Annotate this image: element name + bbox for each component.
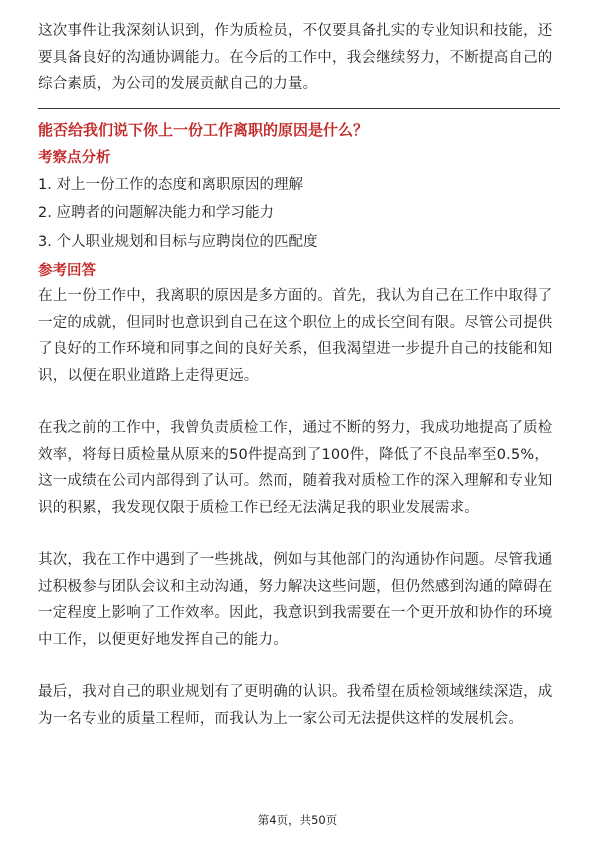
document-page xyxy=(38,18,560,732)
answer-paragraph: 最后，我对自己的职业规划有了更明确的认识。我希望在质检领域继续深造，成为一名专业的质量工程师，而我认为上一家公司无法提供这样的发展机会。 xyxy=(38,684,553,727)
answer-paragraph: 其次，我在工作中遇到了一些挑战，例如与其他部门的沟通协作问题。尽管我通过积极参与团队会议和主动沟通，努力解决这些问题，但仍然感到沟通的障碍在一定程度上影响了工作效率。因此，我意识到我需要在一个更开放和协作的环境中工作，以便更好地发挥自己的能力。 xyxy=(38,552,553,648)
analysis-point: 2. 应聘者的问题解决能力和学习能力 xyxy=(38,205,274,221)
page-number-footer: 第4页，共50页 xyxy=(257,813,338,827)
question-heading: 能否给我们说下你上一份工作离职的原因是什么？ xyxy=(38,120,369,139)
analysis-title: 考察点分析 xyxy=(38,149,111,166)
analysis-point: 3. 个人职业规划和目标与应聘岗位的匹配度 xyxy=(38,233,318,250)
answer-paragraph: 在我之前的工作中，我曾负责质检工作，通过不断的努力，我成功地提高了质检效率，将每日质检量从原来的50件提高到了100件，降低了不良品率至0.5%，这一成绩在公司内部得到了认可。然而，随着我对质检工作的深入理解和专业知识的积累，我发现仅限于质检工作已经无法满足我的职业发展需求。 xyxy=(38,420,553,516)
analysis-point: 1. 对上一份工作的态度和离职原因的理解 xyxy=(38,176,303,193)
paragraph-gap xyxy=(38,521,560,547)
answer-title: 参考回答 xyxy=(38,263,96,279)
intro-paragraph: 这次事件让我深刻认识到，作为质检员，不仅要具备扎实的专业知识和技能，还要具备良好的沟通协调能力。在今后的工作中，我会继续努力，不断提高自己的综合素质，为公司的发展贡献自己的力量。 xyxy=(38,23,553,92)
section-divider xyxy=(38,108,560,109)
paragraph-gap xyxy=(38,389,560,415)
paragraph-gap xyxy=(38,653,560,679)
answer-paragraph: 在上一份工作中，我离职的原因是多方面的。首先，我认为自己在工作中取得了一定的成就，但同时也意识到自己在这个职位上的成长空间有限。尽管公司提供了良好的工作环境和同事之间的良好关系，但我渴望进一步提升自己的技能和知识，以便在职业道路上走得更远。 xyxy=(38,288,553,384)
